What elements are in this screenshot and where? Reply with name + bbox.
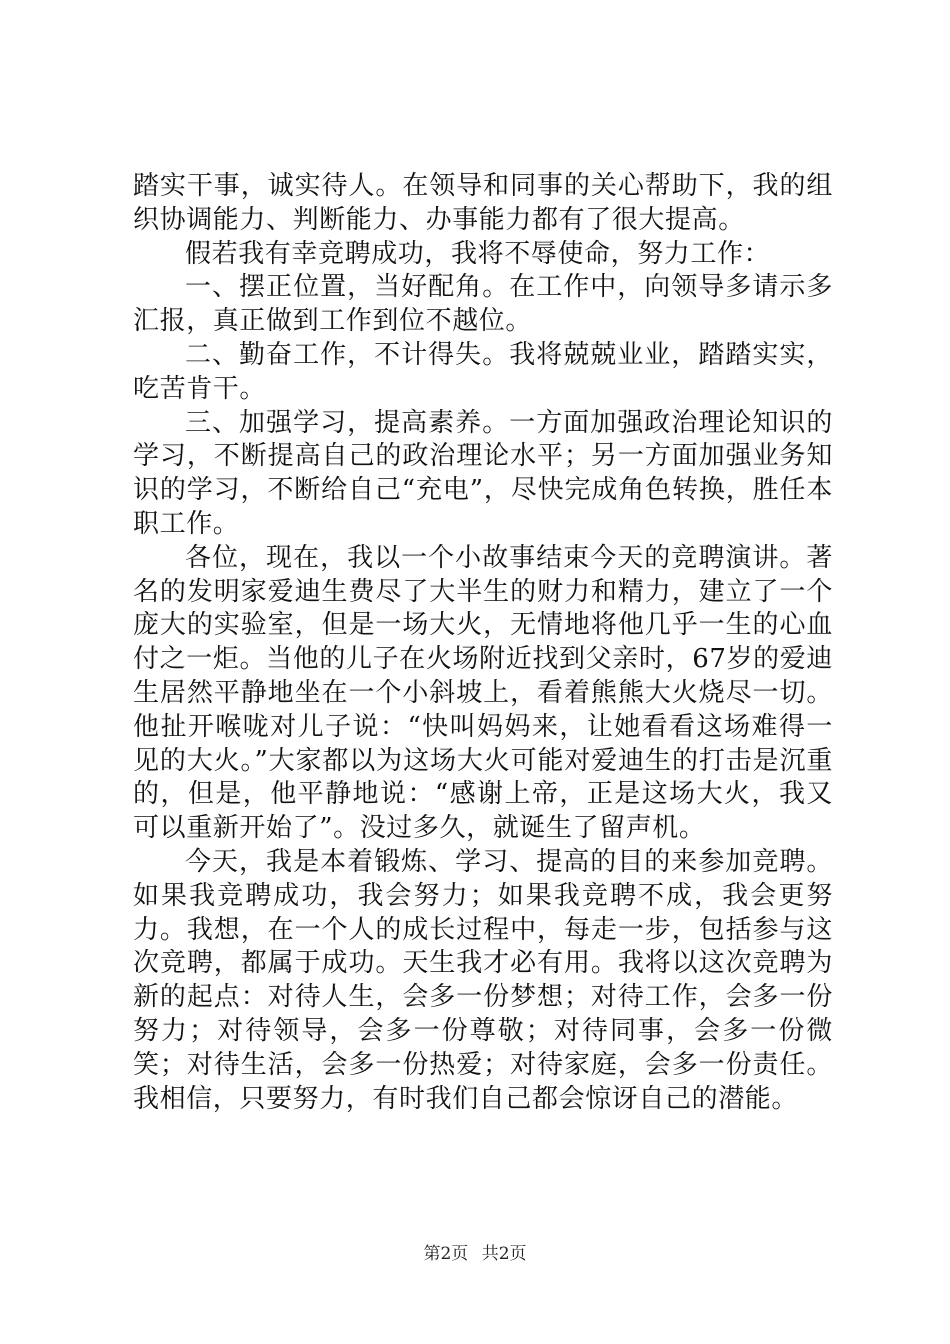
page-total: 共2页 xyxy=(481,1244,527,1264)
paragraph-commitment-intro: 假若我有幸竞聘成功，我将不辱使命，努力工作： xyxy=(185,238,771,269)
paragraph-continuation: 踏实干事，诚实待人。在领导和同事的关心帮助下，我的组织协调能力、判断能力、办事能力都有了很大提高。 xyxy=(133,171,833,235)
paragraph-point-three: 三、加强学习，提高素养。一方面加强政治理论知识的学习，不断提高自己的政治理论水平；另一方面加强业务知识的学习，不断给自己“充电”，尽快完成角色转换，胜任本职工作。 xyxy=(133,407,833,539)
paragraph-point-two: 二、勤奋工作，不计得失。我将兢兢业业，踏踏实实，吃苦肯干。 xyxy=(133,339,833,404)
paragraph-closing: 今天，我是本着锻炼、学习、提高的目的来参加竞聘。如果我竞聘成功，我会努力；如果我竞聘不成，我会更努力。我想，在一个人的成长过程中，每走一步，包括参与这次竞聘，都属于成功。天生我才必有用。我将以这次竞聘为新的起点：对待人生，会多一份梦想；对待工作，会多一份努力；对待领导，会多一份尊敬；对待同事，会多一份微笑；对待生活，会多一份热爱；对待家庭，会多一份责任。我相信，只要努力，有时我们自己都会惊讶自己的潜能。 xyxy=(133,846,833,1114)
paragraph-point-one: 一、摆正位置，当好配角。在工作中，向领导多请示多汇报，真正做到工作到位不越位。 xyxy=(133,272,833,337)
document-body xyxy=(133,170,833,1116)
page-footer xyxy=(0,1243,950,1265)
paragraph-story: 各位，现在，我以一个小故事结束今天的竞聘演讲。著名的发明家爱迪生费尽了大半生的财力和精力，建立了一个庞大的实验室，但是一场大火，无情地将他几乎一生的心血付之一炬。当他的儿子在火场附近找到父亲时，67岁的爱迪生居然平静地坐在一个小斜坡上，看着熊熊大火烧尽一切。他扯开喉咙对儿子说：“快叫妈妈来，让她看看这场难得一见的大火。”大家都以为这场大火可能对爱迪生的打击是沉重的，但是，他平静地说：“感谢上帝，正是这场大火，我又可以重新开始了”。没过多久，就诞生了留声机。 xyxy=(133,542,833,844)
page-number: 第2页 xyxy=(423,1244,469,1264)
